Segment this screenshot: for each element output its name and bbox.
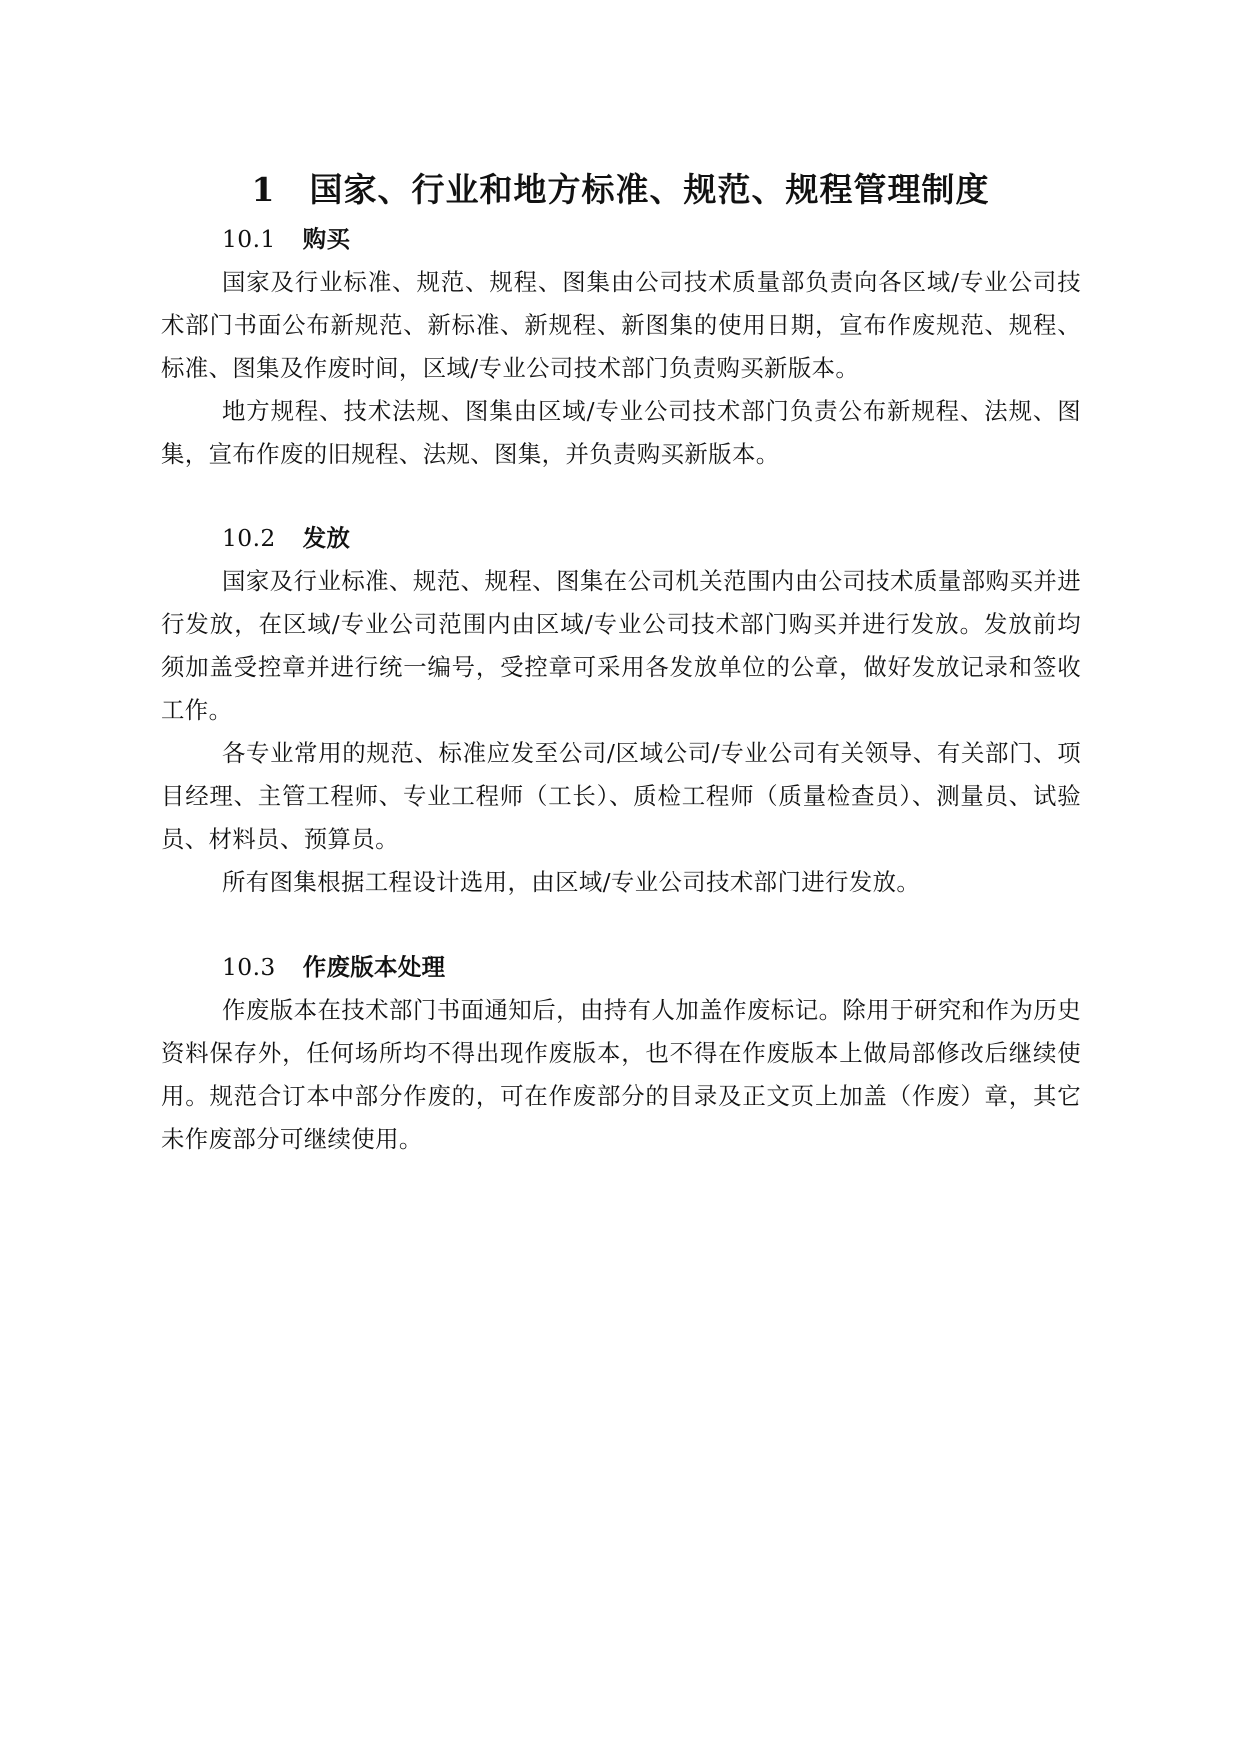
page-title <box>0 165 1241 215</box>
paragraph: 作废版本在技术部门书面通知后，由持有人加盖作废标记。除用于研究和作为历史资料保存外，任何场所均不得出现作废版本，也不得在作废版本上做局部修改后继续使用。规范合订本中部分作废的，可在作废部分的目录及正文页上加盖（作废）章，其它未作废部分可继续使用。 <box>161 996 1081 1153</box>
section-10-1 <box>161 218 1081 476</box>
section-title: 发放 <box>302 524 351 552</box>
title-text: 国家、行业和地方标准、规范、规程管理制度 <box>309 170 990 210</box>
section-heading <box>161 946 1081 989</box>
section-number: 10.2 <box>222 524 276 552</box>
paragraph: 所有图集根据工程设计选用，由区域/专业公司技术部门进行发放。 <box>222 868 921 896</box>
section-10-3 <box>161 946 1081 1161</box>
section-10-2 <box>161 517 1081 904</box>
section-heading <box>161 517 1081 560</box>
title-number: 1 <box>251 170 276 210</box>
section-heading <box>161 218 1081 261</box>
paragraph: 各专业常用的规范、标准应发至公司/区域公司/专业公司有关领导、有关部门、项目经理、主管工程师、专业工程师（工长）、质检工程师（质量检查员）、测量员、试验员、材料员、预算员。 <box>161 739 1081 853</box>
section-title: 作废版本处理 <box>302 953 446 981</box>
section-number: 10.1 <box>222 225 276 253</box>
section-title: 购买 <box>302 225 351 253</box>
paragraph: 国家及行业标准、规范、规程、图集由公司技术质量部负责向各区域/专业公司技术部门书面公布新规范、新标准、新规程、新图集的使用日期，宣布作废规范、规程、标准、图集及作废时间，区域/专业公司技术部门负责购买新版本。 <box>161 268 1081 382</box>
section-number: 10.3 <box>222 953 276 981</box>
paragraph: 国家及行业标准、规范、规程、图集在公司机关范围内由公司技术质量部购买并进行发放，在区域/专业公司范围内由区域/专业公司技术部门购买并进行发放。发放前均须加盖受控章并进行统一编号，受控章可采用各发放单位的公章，做好发放记录和签收工作。 <box>161 567 1081 724</box>
paragraph: 地方规程、技术法规、图集由区域/专业公司技术部门负责公布新规程、法规、图集，宣布作废的旧规程、法规、图集，并负责购买新版本。 <box>161 397 1081 468</box>
